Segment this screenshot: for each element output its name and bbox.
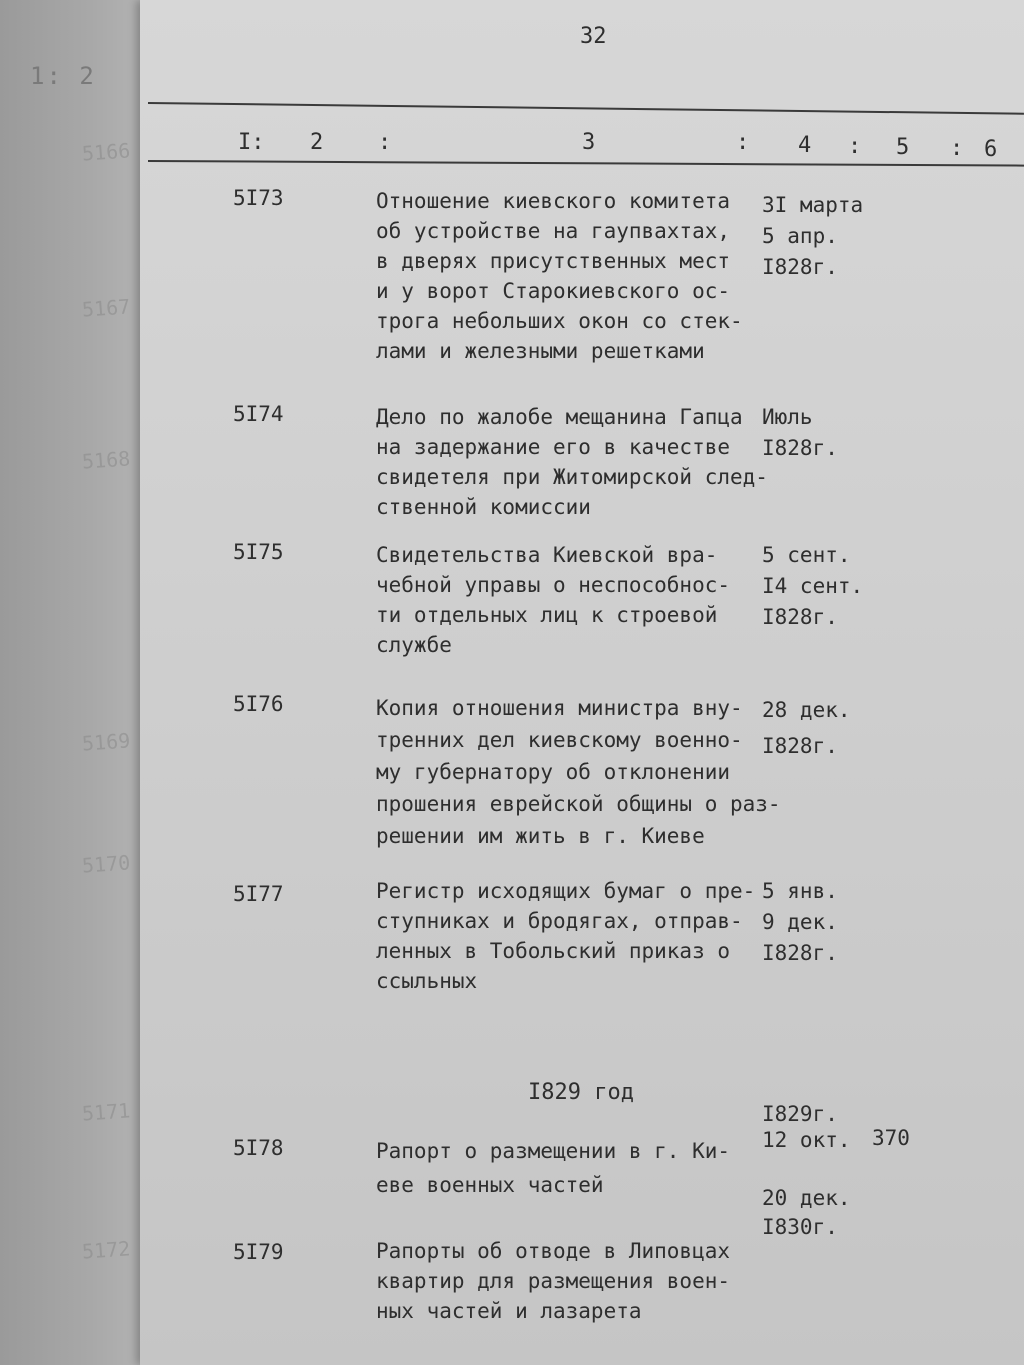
entry-number: 5I75 [233, 540, 284, 564]
entry-dates: 3I марта 5 апр. I828г. [762, 193, 864, 279]
underlying-margin-number: 5166 [81, 138, 131, 166]
underlying-margin-number: 5172 [81, 1236, 131, 1264]
entry-dates: 28 дек. I828г. [762, 698, 851, 758]
underlying-margin-number: 5168 [81, 446, 131, 474]
column-header-5: 5 [896, 135, 910, 160]
entry-dates: 5 янв. 9 дек. I828г. [762, 879, 838, 965]
entry-number: 5I77 [233, 882, 284, 906]
entry-description: Копия отношения министра вну- тренних дел киевскому военно- му губернатору об отклонении прошения еврейской общины о раз- решении им жить в г. Киеве [376, 696, 781, 848]
entry-number: 5I73 [233, 186, 284, 210]
entry-pre-date: I829г. [762, 1102, 838, 1126]
entry-description: Регистр исходящих бумаг о пре- ступниках и бродягах, отправ- ленных в Тобольский приказ о ссыльных [376, 879, 756, 993]
entry-dates: 5 сент. I4 сент. I828г. [762, 543, 864, 629]
column-separator: : [378, 130, 392, 155]
column-separator: : [736, 130, 750, 155]
entry-number: 5I79 [233, 1240, 284, 1264]
underlying-page [0, 0, 150, 1365]
entry-number: 5I76 [233, 692, 284, 716]
column-header-3: 3 [582, 130, 596, 155]
entry-description: Отношение киевского комитета об устройстве на гаупвахтах, в дверях присутственных мест и у ворот Старокиевского ос- трога небольших окон со стек- лами и железными решетками [376, 189, 743, 363]
entry-description: Свидетельства Киевской вра- чебной управы о неспособнос- ти отдельных лиц к строевой службе [376, 543, 731, 657]
underlying-margin-number: 5169 [81, 728, 131, 756]
entry-sheet-count: 370 [872, 1126, 910, 1150]
column-header-4: 4 [798, 133, 812, 158]
underlying-page-header: 1: 2 [30, 62, 96, 90]
column-separator: : [950, 136, 964, 161]
entry-description: Дело по жалобе мещанина Гапца на задержание его в качестве свидетеля при Житомирской след- ственной комиссии [376, 405, 768, 519]
underlying-margin-number: 5171 [81, 1098, 131, 1126]
column-header-1: I: [238, 130, 265, 155]
page-number: 32 [580, 24, 607, 49]
year-heading: I829 год [528, 1080, 634, 1105]
underlying-margin-number: 5167 [81, 294, 131, 322]
underlying-margin-number: 5170 [81, 850, 131, 878]
entry-dates: 12 окт. 20 дек. I830г. [762, 1128, 851, 1239]
entry-description: Рапорты об отводе в Липовцах квартир для размещения воен- ных частей и лазарета [376, 1239, 731, 1323]
entry-number: 5I74 [233, 402, 284, 426]
column-header-2: 2 [310, 130, 324, 155]
entry-description: Рапорт о размещении в г. Ки- еве военных частей [376, 1139, 731, 1197]
entry-dates: Июль I828г. [762, 405, 838, 460]
column-header-6: 6 [984, 137, 998, 162]
entry-number: 5I78 [233, 1136, 284, 1160]
column-separator: : [848, 134, 862, 159]
